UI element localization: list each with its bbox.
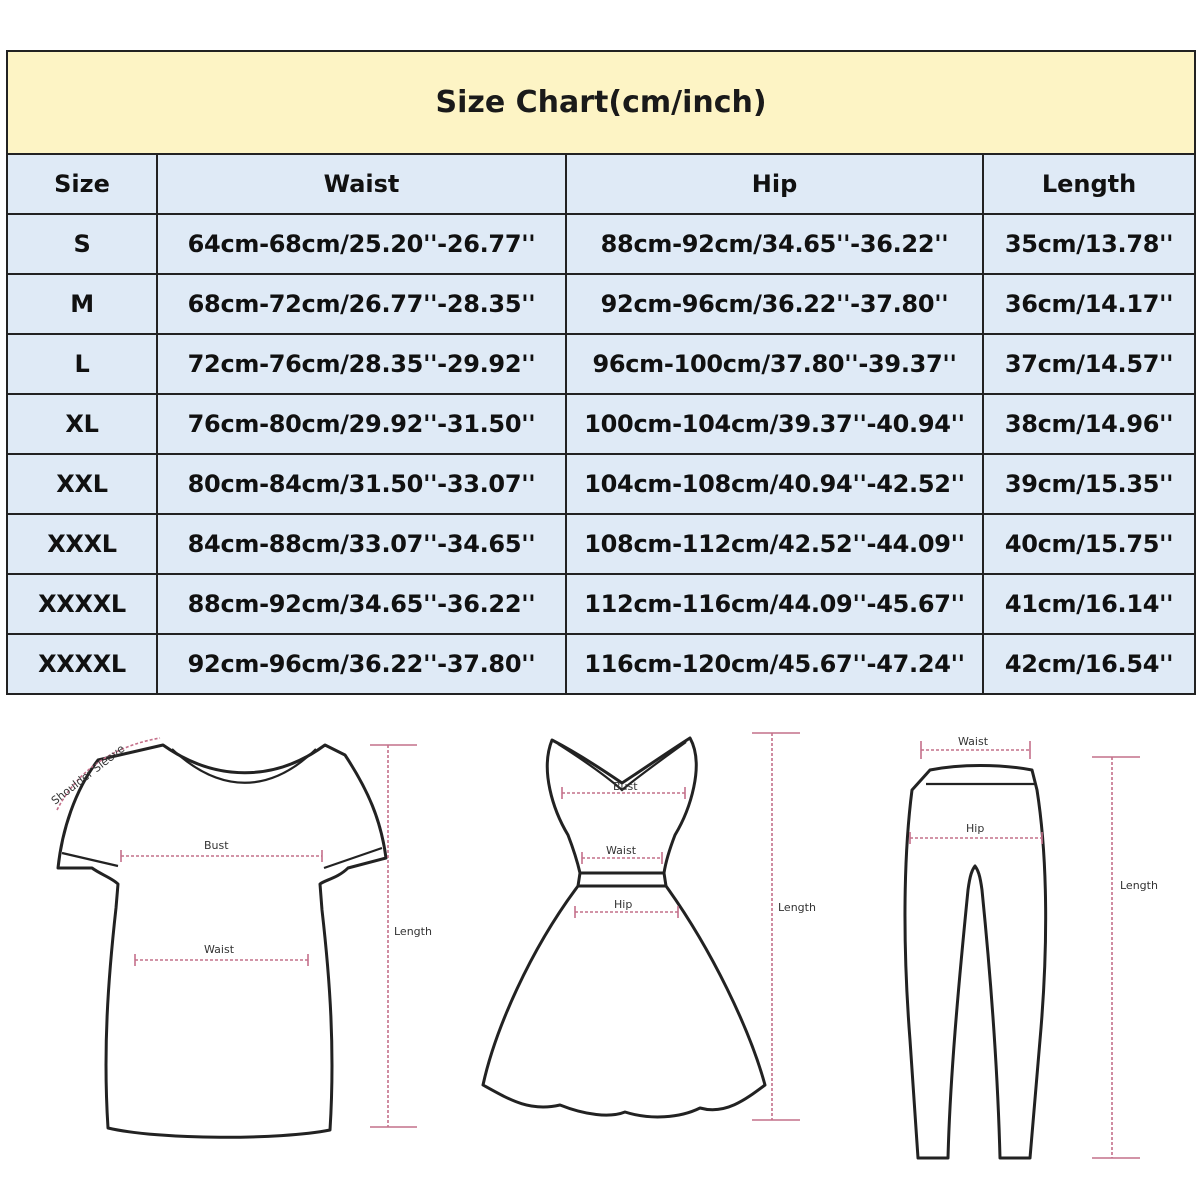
size-cell: M [7,274,157,334]
size-cell: XXL [7,454,157,514]
table-row [7,214,1195,274]
tshirt-bust-label: Bust [204,839,229,852]
tshirt-outline-icon [58,745,386,1137]
waist-cell: 84cm-88cm/33.07''-34.65'' [157,514,566,574]
tshirt-diagram [49,738,432,1137]
size-chart-table [6,50,1196,695]
hip-cell: 100cm-104cm/39.37''-40.94'' [566,394,983,454]
dress-skirt-outline-icon [483,886,765,1117]
table-row [7,274,1195,334]
dress-hip-label: Hip [614,898,633,911]
dress-length-label: Length [778,901,816,914]
length-cell: 36cm/14.17'' [983,274,1195,334]
waist-cell: 64cm-68cm/25.20''-26.77'' [157,214,566,274]
waist-cell: 88cm-92cm/34.65''-36.22'' [157,574,566,634]
dress-bust-label: Bust [613,780,638,793]
hip-cell: 92cm-96cm/36.22''-37.80'' [566,274,983,334]
size-cell: XL [7,394,157,454]
waist-cell: 68cm-72cm/26.77''-28.35'' [157,274,566,334]
pants-waist-label: Waist [958,735,989,748]
header-row [7,154,1195,214]
length-cell: 39cm/15.35'' [983,454,1195,514]
waist-cell: 92cm-96cm/36.22''-37.80'' [157,634,566,694]
waist-cell: 76cm-80cm/29.92''-31.50'' [157,394,566,454]
waist-cell: 72cm-76cm/28.35''-29.92'' [157,334,566,394]
size-cell: XXXL [7,514,157,574]
table-row [7,514,1195,574]
tshirt-shoulder-sleeve-label: Shoulder Sleeve [48,742,128,808]
table-row [7,394,1195,454]
table-row [7,574,1195,634]
pants-length-label: Length [1120,879,1158,892]
hip-cell: 88cm-92cm/34.65''-36.22'' [566,214,983,274]
size-cell: L [7,334,157,394]
length-cell: 38cm/14.96'' [983,394,1195,454]
table-row [7,334,1195,394]
tshirt-waist-label: Waist [204,943,235,956]
dress-waist-label: Waist [606,844,637,857]
length-cell: 41cm/16.14'' [983,574,1195,634]
length-cell: 35cm/13.78'' [983,214,1195,274]
length-cell: 37cm/14.57'' [983,334,1195,394]
dress-diagram [483,733,816,1120]
tshirt-length-label: Length [394,925,432,938]
header-size: Size [7,154,157,214]
hip-cell: 108cm-112cm/42.52''-44.09'' [566,514,983,574]
hip-cell: 104cm-108cm/40.94''-42.52'' [566,454,983,514]
hip-cell: 116cm-120cm/45.67''-47.24'' [566,634,983,694]
hip-cell: 112cm-116cm/44.09''-45.67'' [566,574,983,634]
header-waist: Waist [157,154,566,214]
size-cell: XXXXL [7,634,157,694]
header-hip: Hip [566,154,983,214]
table-row [7,454,1195,514]
garment-diagrams [0,700,1200,1200]
size-cell: S [7,214,157,274]
header-length: Length [983,154,1195,214]
waist-cell: 80cm-84cm/31.50''-33.07'' [157,454,566,514]
pants-diagram [905,735,1158,1158]
size-cell: XXXXL [7,574,157,634]
dress-waistband-outline [578,873,666,886]
length-cell: 42cm/16.54'' [983,634,1195,694]
length-cell: 40cm/15.75'' [983,514,1195,574]
pants-hip-label: Hip [966,822,985,835]
table-row [7,634,1195,694]
size-chart-title: Size Chart(cm/inch) [7,51,1195,154]
hip-cell: 96cm-100cm/37.80''-39.37'' [566,334,983,394]
